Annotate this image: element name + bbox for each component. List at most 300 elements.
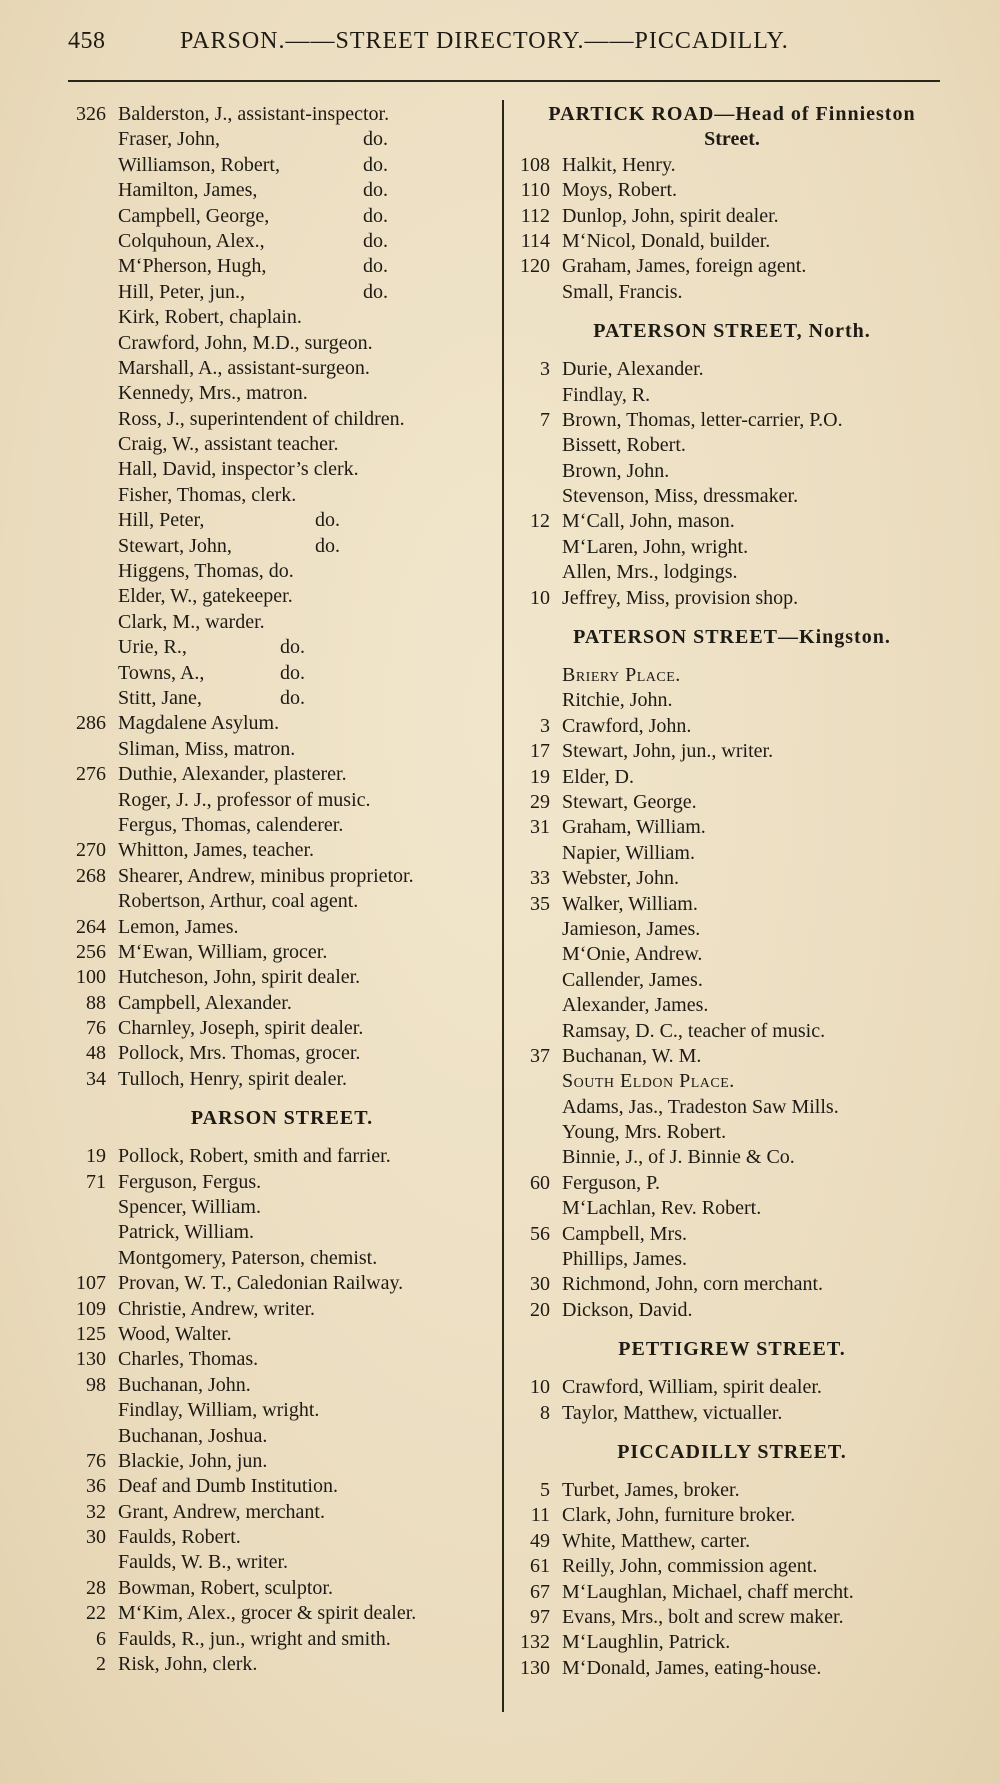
directory-entry xyxy=(512,383,952,408)
resident-name: Phillips, James. xyxy=(562,1248,688,1271)
house-number: 48 xyxy=(86,1042,106,1065)
resident-name: Ross, J., superintendent of children. xyxy=(118,407,405,430)
directory-entry xyxy=(512,917,952,942)
directory-entry xyxy=(512,841,952,866)
resident-name: Jeffrey, Miss, provision shop. xyxy=(562,586,799,609)
directory-entry xyxy=(512,1145,952,1170)
house-number: 109 xyxy=(76,1297,106,1320)
resident-name: Wood, Walter. xyxy=(118,1322,232,1345)
directory-entry xyxy=(512,1196,952,1221)
resident-name: Towns, A., xyxy=(118,661,205,684)
house-number: 30 xyxy=(86,1526,106,1549)
directory-entry xyxy=(68,178,496,203)
directory-entry xyxy=(68,889,496,914)
directory-entry xyxy=(68,584,496,609)
directory-entry xyxy=(68,661,496,686)
directory-entry xyxy=(68,1016,496,1041)
right-column xyxy=(512,102,952,1681)
resident-name: Young, Mrs. Robert. xyxy=(562,1121,727,1144)
resident-name: Campbell, George, xyxy=(118,204,270,227)
directory-entry xyxy=(68,1220,496,1245)
directory-entry xyxy=(512,1580,952,1605)
directory-entry xyxy=(68,280,496,305)
ditto-mark: do. xyxy=(280,686,305,709)
directory-entry xyxy=(512,433,952,458)
directory-entry xyxy=(68,1500,496,1525)
directory-entry xyxy=(68,1041,496,1066)
resident-name: Craig, W., assistant teacher. xyxy=(118,433,339,456)
house-number: 130 xyxy=(76,1348,106,1371)
house-number: 276 xyxy=(76,763,106,786)
resident-name: Small, Francis. xyxy=(562,280,683,303)
ditto-mark: do. xyxy=(315,534,340,557)
directory-entry xyxy=(512,1272,952,1297)
resident-name: Charnley, Joseph, spirit dealer. xyxy=(118,1017,364,1040)
resident-name: Bissett, Robert. xyxy=(562,434,686,457)
directory-entry xyxy=(512,509,952,534)
resident-name: Faulds, Robert. xyxy=(118,1526,241,1549)
resident-name: Hill, Peter, jun., xyxy=(118,280,245,303)
resident-name: Campbell, Mrs. xyxy=(562,1222,687,1245)
directory-entry xyxy=(512,739,952,764)
resident-name: Provan, W. T., Caledonian Railway. xyxy=(118,1272,404,1295)
directory-entry xyxy=(68,534,496,559)
resident-name: Buchanan, John. xyxy=(118,1373,251,1396)
directory-entry xyxy=(68,1195,496,1220)
resident-name: Durie, Alexander. xyxy=(562,358,704,381)
resident-name: Ferguson, P. xyxy=(562,1171,660,1194)
directory-entry xyxy=(68,356,496,381)
house-number: 19 xyxy=(86,1145,106,1168)
directory-entry xyxy=(512,714,952,739)
house-number: 49 xyxy=(530,1529,550,1552)
house-number: 5 xyxy=(540,1478,550,1501)
house-number: 31 xyxy=(530,816,550,839)
resident-name: M‘Laren, John, wright. xyxy=(562,535,749,558)
directory-entry xyxy=(68,1398,496,1423)
resident-name: M‘Laughlin, Patrick. xyxy=(562,1631,731,1654)
house-number: 61 xyxy=(530,1555,550,1578)
resident-name: Magdalene Asylum. xyxy=(118,712,280,735)
resident-name: Hill, Peter, xyxy=(118,509,205,532)
resident-name: Blackie, John, jun. xyxy=(118,1449,268,1472)
directory-entry xyxy=(68,737,496,762)
directory-entry xyxy=(68,635,496,660)
column-divider xyxy=(502,100,504,1712)
directory-entry xyxy=(512,1222,952,1247)
house-number: 2 xyxy=(96,1653,106,1676)
directory-entry xyxy=(68,331,496,356)
resident-name: Pollock, Robert, smith and farrier. xyxy=(118,1145,391,1168)
directory-entry xyxy=(512,357,952,382)
directory-entry xyxy=(68,153,496,178)
resident-name: Napier, William. xyxy=(562,841,695,864)
resident-name: Shearer, Andrew, minibus proprietor. xyxy=(118,864,414,887)
directory-entry xyxy=(68,965,496,990)
resident-name: Richmond, John, corn merchant. xyxy=(562,1273,824,1296)
resident-name: M‘Onie, Andrew. xyxy=(562,943,703,966)
resident-name: M‘Pherson, Hugh, xyxy=(118,255,267,278)
resident-name: Elder, W., gatekeeper. xyxy=(118,585,293,608)
directory-entry xyxy=(512,942,952,967)
directory-entry xyxy=(68,1067,496,1092)
directory-entry xyxy=(512,204,952,229)
house-number: 37 xyxy=(530,1044,550,1067)
resident-name: Webster, John. xyxy=(562,867,680,890)
ditto-mark: do. xyxy=(280,636,305,659)
directory-entry xyxy=(68,407,496,432)
house-number: 60 xyxy=(530,1171,550,1194)
house-number: 88 xyxy=(86,991,106,1014)
directory-entry xyxy=(512,1401,952,1426)
resident-name: M‘Donald, James, eating-house. xyxy=(562,1656,822,1679)
directory-entry xyxy=(68,102,496,127)
section-heading: PATERSON STREET—Kingston. xyxy=(573,626,891,649)
house-number: 3 xyxy=(540,358,550,381)
resident-name: Halkit, Henry. xyxy=(562,153,676,176)
section-heading: PATERSON STREET, North. xyxy=(593,320,871,343)
resident-name: Christie, Andrew, writer. xyxy=(118,1297,316,1320)
resident-name: Pollock, Mrs. Thomas, grocer. xyxy=(118,1042,361,1065)
directory-entry xyxy=(68,381,496,406)
directory-entry xyxy=(512,993,952,1018)
house-number: 3 xyxy=(540,714,550,737)
directory-entry xyxy=(512,1375,952,1400)
directory-entry xyxy=(68,508,496,533)
resident-name: Balderston, J., assistant-inspector. xyxy=(118,103,390,125)
directory-entry xyxy=(68,915,496,940)
directory-entry xyxy=(512,153,952,178)
directory-entry xyxy=(68,864,496,889)
directory-entry xyxy=(68,1246,496,1271)
house-number: 20 xyxy=(530,1298,550,1321)
resident-name: Spencer, William. xyxy=(118,1196,261,1219)
ditto-mark: do. xyxy=(363,229,388,252)
resident-name: Graham, James, foreign agent. xyxy=(562,255,807,278)
directory-entry xyxy=(512,586,952,611)
resident-name: Hall, David, inspector’s clerk. xyxy=(118,458,359,481)
house-number: 7 xyxy=(540,408,550,431)
resident-name: Robertson, Arthur, coal agent. xyxy=(118,890,359,913)
ditto-mark: do. xyxy=(363,153,388,176)
resident-name: Lemon, James. xyxy=(118,915,239,938)
resident-name: Dickson, David. xyxy=(562,1298,693,1321)
resident-name: Brown, Thomas, letter-carrier, P.O. xyxy=(562,408,843,431)
resident-name: Roger, J. J., professor of music. xyxy=(118,788,371,811)
house-number: 107 xyxy=(76,1272,106,1295)
directory-entry xyxy=(512,815,952,840)
directory-entry xyxy=(512,688,952,713)
resident-name: Ritchie, John. xyxy=(562,689,673,712)
directory-entry xyxy=(68,1525,496,1550)
directory-entry xyxy=(512,408,952,433)
house-number: 112 xyxy=(520,204,550,227)
directory-entry xyxy=(512,1044,952,1069)
house-number: 32 xyxy=(86,1500,106,1523)
resident-name: Graham, William. xyxy=(562,816,706,839)
directory-entry xyxy=(512,765,952,790)
resident-name: Binnie, J., of J. Binnie & Co. xyxy=(562,1146,795,1169)
directory-entry xyxy=(68,1474,496,1499)
directory-entry xyxy=(68,305,496,330)
directory-entry xyxy=(68,1170,496,1195)
directory-entry xyxy=(512,254,952,279)
directory-entry xyxy=(68,1271,496,1296)
house-number: 286 xyxy=(76,712,106,735)
directory-entry xyxy=(68,762,496,787)
resident-name: Ramsay, D. C., teacher of music. xyxy=(562,1019,826,1042)
resident-name: Adams, Jas., Tradeston Saw Mills. xyxy=(562,1095,839,1118)
ditto-mark: do. xyxy=(363,255,388,278)
house-number: 35 xyxy=(530,892,550,915)
directory-entry xyxy=(512,790,952,815)
directory-entry xyxy=(68,991,496,1016)
resident-name: M‘Lachlan, Rev. Robert. xyxy=(562,1197,762,1220)
house-number: 270 xyxy=(76,839,106,862)
house-number: 125 xyxy=(76,1322,106,1345)
house-number: 130 xyxy=(520,1656,550,1679)
directory-entry xyxy=(68,940,496,965)
directory-entry xyxy=(68,1576,496,1601)
section-heading: PICCADILLY STREET. xyxy=(617,1440,847,1463)
directory-entry xyxy=(68,788,496,813)
section-heading: PETTIGREW STREET. xyxy=(618,1338,846,1361)
resident-name: Fergus, Thomas, calenderer. xyxy=(118,813,344,836)
ditto-mark: do. xyxy=(315,509,340,532)
resident-name: M‘Ewan, William, grocer. xyxy=(118,940,328,963)
directory-entry xyxy=(512,1247,952,1272)
resident-name: Kennedy, Mrs., matron. xyxy=(118,382,308,405)
resident-name: Montgomery, Paterson, chemist. xyxy=(118,1246,378,1269)
directory-entry xyxy=(68,204,496,229)
header-rule xyxy=(68,80,940,82)
resident-name: Alexander, James. xyxy=(562,994,709,1017)
house-number: 108 xyxy=(520,153,550,176)
directory-entry xyxy=(68,686,496,711)
section-heading: PARTICK ROAD—Head of Finnieston xyxy=(548,103,916,125)
house-number: 10 xyxy=(530,586,550,609)
directory-entry xyxy=(512,1069,952,1094)
house-number: 100 xyxy=(76,966,106,989)
directory-entry xyxy=(512,459,952,484)
house-number: 114 xyxy=(520,229,550,252)
ditto-mark: do. xyxy=(363,128,388,151)
resident-name: Kirk, Robert, chaplain. xyxy=(118,306,302,329)
ditto-mark: do. xyxy=(363,204,388,227)
resident-name: Risk, John, clerk. xyxy=(118,1653,258,1676)
directory-entry xyxy=(68,127,496,152)
resident-name: Whitton, James, teacher. xyxy=(118,839,315,862)
resident-name: M‘Nicol, Donald, builder. xyxy=(562,229,771,252)
resident-name: M‘Kim, Alex., grocer & spirit dealer. xyxy=(118,1602,417,1625)
resident-name: Evans, Mrs., bolt and screw maker. xyxy=(562,1605,844,1628)
resident-name: Stewart, George. xyxy=(562,790,697,813)
directory-entry xyxy=(68,1347,496,1372)
resident-name: Dunlop, John, spirit dealer. xyxy=(562,204,779,227)
house-number: 30 xyxy=(530,1273,550,1296)
resident-name: M‘Laughlan, Michael, chaff mercht. xyxy=(562,1580,854,1603)
directory-entry xyxy=(512,1298,952,1323)
resident-name: Findlay, R. xyxy=(562,383,651,406)
house-number: 8 xyxy=(540,1401,550,1424)
directory-entry xyxy=(68,229,496,254)
resident-name: Turbet, James, broker. xyxy=(562,1478,740,1501)
house-number: 326 xyxy=(76,103,106,125)
resident-name: Faulds, R., jun., wright and smith. xyxy=(118,1627,391,1650)
directory-entry xyxy=(68,1627,496,1652)
resident-name: Tulloch, Henry, spirit dealer. xyxy=(118,1067,348,1090)
resident-name: Fraser, John, xyxy=(118,128,220,151)
resident-name: Deaf and Dumb Institution. xyxy=(118,1475,338,1498)
resident-name: Williamson, Robert, xyxy=(118,153,280,176)
directory-entry xyxy=(512,892,952,917)
place-name: Briery Place. xyxy=(562,664,681,687)
ditto-mark: do. xyxy=(363,179,388,202)
house-number: 34 xyxy=(86,1067,106,1090)
resident-name: Taylor, Matthew, victualler. xyxy=(562,1401,783,1424)
section-heading: PARSON STREET. xyxy=(190,1107,374,1130)
resident-name: Patrick, William. xyxy=(118,1221,255,1244)
resident-name: Callender, James. xyxy=(562,968,703,991)
resident-name: Charles, Thomas. xyxy=(118,1348,259,1371)
ditto-mark: do. xyxy=(363,280,388,303)
house-number: 76 xyxy=(86,1017,106,1040)
house-number: 76 xyxy=(86,1449,106,1472)
house-number: 33 xyxy=(530,867,550,890)
directory-entry xyxy=(68,254,496,279)
house-number: 19 xyxy=(530,765,550,788)
house-number: 17 xyxy=(530,740,550,763)
resident-name: Higgens, Thomas, do. xyxy=(118,560,294,583)
directory-entry xyxy=(512,560,952,585)
resident-name: Buchanan, Joshua. xyxy=(118,1424,268,1447)
resident-name: Urie, R., xyxy=(118,636,187,659)
directory-entry xyxy=(68,1297,496,1322)
resident-name: Stevenson, Miss, dressmaker. xyxy=(562,485,799,508)
resident-name: Grant, Andrew, merchant. xyxy=(118,1500,325,1523)
resident-name: Stewart, John, xyxy=(118,534,232,557)
resident-name: Stewart, John, jun., writer. xyxy=(562,740,774,763)
directory-entry xyxy=(68,610,496,635)
resident-name: Faulds, W. B., writer. xyxy=(118,1551,289,1574)
resident-name: Walker, William. xyxy=(562,892,698,915)
directory-entry xyxy=(68,483,496,508)
resident-name: Elder, D. xyxy=(562,765,634,788)
house-number: 264 xyxy=(76,915,106,938)
directory-entry xyxy=(68,838,496,863)
directory-entry xyxy=(512,968,952,993)
house-number: 98 xyxy=(86,1373,106,1396)
page-header xyxy=(68,28,940,68)
resident-name: M‘Call, John, mason. xyxy=(562,510,735,533)
house-number: 22 xyxy=(86,1602,106,1625)
house-number: 256 xyxy=(76,940,106,963)
left-column xyxy=(68,102,496,1677)
house-number: 268 xyxy=(76,864,106,887)
directory-entry xyxy=(512,1019,952,1044)
directory-entry xyxy=(512,178,952,203)
directory-entry xyxy=(512,1554,952,1579)
resident-name: Crawford, William, spirit dealer. xyxy=(562,1376,822,1399)
directory-entry xyxy=(512,1171,952,1196)
house-number: 120 xyxy=(520,255,550,278)
house-number: 56 xyxy=(530,1222,550,1245)
directory-entry xyxy=(512,484,952,509)
resident-name: Buchanan, W. M. xyxy=(562,1044,702,1067)
directory-entry xyxy=(68,457,496,482)
resident-name: Findlay, William, wright. xyxy=(118,1399,320,1422)
directory-entry xyxy=(512,1630,952,1655)
house-number: 110 xyxy=(520,179,550,202)
directory-entry xyxy=(68,813,496,838)
resident-name: Fisher, Thomas, clerk. xyxy=(118,483,297,506)
resident-name: Jamieson, James. xyxy=(562,917,701,940)
house-number: 36 xyxy=(86,1475,106,1498)
directory-entry xyxy=(512,1503,952,1528)
house-number: 29 xyxy=(530,790,550,813)
resident-name: Sliman, Miss, matron. xyxy=(118,737,296,760)
house-number: 11 xyxy=(530,1504,550,1527)
resident-name: Clark, M., warder. xyxy=(118,610,265,633)
directory-entry xyxy=(512,1656,952,1681)
directory-entry xyxy=(68,1601,496,1626)
resident-name: Moys, Robert. xyxy=(562,179,677,202)
resident-name: Reilly, John, commission agent. xyxy=(562,1555,818,1578)
directory-entry xyxy=(512,1529,952,1554)
resident-name: Hutcheson, John, spirit dealer. xyxy=(118,966,361,989)
resident-name: Stitt, Jane, xyxy=(118,686,202,709)
directory-entry xyxy=(68,1322,496,1347)
resident-name: Duthie, Alexander, plasterer. xyxy=(118,763,347,786)
directory-entry xyxy=(512,1120,952,1145)
running-title: PARSON.——STREET DIRECTORY.——PICCADILLY. xyxy=(180,28,789,54)
directory-entry xyxy=(68,1373,496,1398)
house-number: 67 xyxy=(530,1580,550,1603)
place-name: South Eldon Place. xyxy=(562,1070,735,1093)
directory-entry xyxy=(68,1144,496,1169)
directory-entry xyxy=(512,535,952,560)
directory-entry xyxy=(68,1652,496,1677)
resident-name: Bowman, Robert, sculptor. xyxy=(118,1576,333,1599)
resident-name: Marshall, A., assistant-surgeon. xyxy=(118,356,370,379)
page-number: 458 xyxy=(68,28,106,54)
house-number: 97 xyxy=(530,1605,550,1628)
ditto-mark: do. xyxy=(280,661,305,684)
resident-name: Campbell, Alexander. xyxy=(118,991,292,1014)
directory-entry xyxy=(512,280,952,305)
house-number: 71 xyxy=(86,1170,106,1193)
house-number: 10 xyxy=(530,1376,550,1399)
resident-name: Crawford, John. xyxy=(562,714,692,737)
house-number: 28 xyxy=(86,1576,106,1599)
directory-entry xyxy=(512,1095,952,1120)
house-number: 6 xyxy=(96,1627,106,1650)
house-number: 12 xyxy=(530,510,550,533)
resident-name: Ferguson, Fergus. xyxy=(118,1170,262,1193)
resident-name: White, Matthew, carter. xyxy=(562,1529,751,1552)
resident-name: Allen, Mrs., lodgings. xyxy=(562,561,738,584)
directory-entry xyxy=(68,559,496,584)
resident-name: Colquhoun, Alex., xyxy=(118,229,265,252)
directory-entry xyxy=(68,432,496,457)
resident-name: Hamilton, James, xyxy=(118,179,258,202)
section-heading-continued: Street. xyxy=(704,128,760,151)
directory-entry xyxy=(512,229,952,254)
directory-entry xyxy=(512,1478,952,1503)
directory-entry xyxy=(68,1550,496,1575)
directory-entry xyxy=(512,1605,952,1630)
directory-entry xyxy=(68,711,496,736)
